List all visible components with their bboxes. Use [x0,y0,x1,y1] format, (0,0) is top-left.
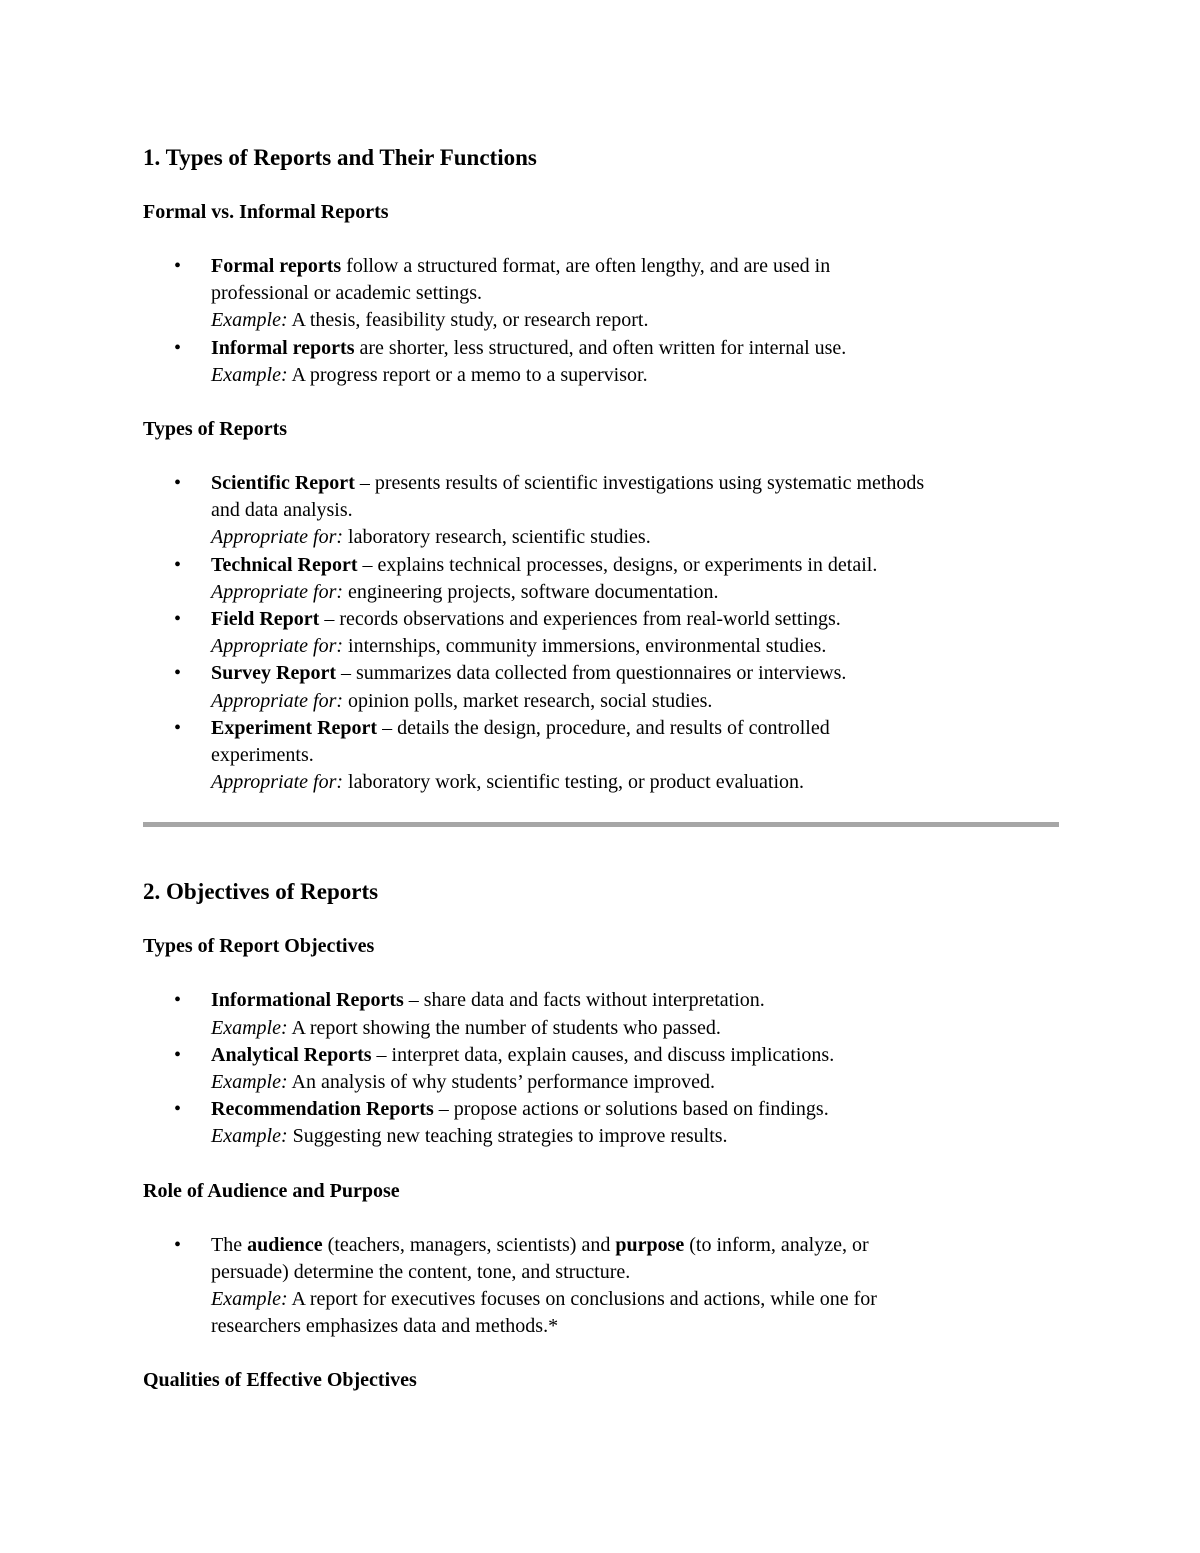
example-label: Example: [211,363,288,386]
list-item [143,715,1060,797]
term-audience: audience [247,1233,323,1256]
description-continued: persuade) determine the content, tone, and structure. [211,1260,631,1283]
report-objectives-list [143,987,1060,1150]
description-continued: and data analysis. [211,499,353,522]
list-item [143,335,1060,389]
bullet-icon: • [174,472,182,495]
bullet-icon: • [174,989,182,1012]
list-item [143,253,1060,335]
term: Analytical Reports [211,1043,372,1066]
term: Formal reports [211,255,342,277]
description: – interpret data, explain causes, and discuss implications. [371,1043,835,1066]
description: follow a structured format, are often lengthy, and are used in [341,255,831,277]
description-continued: professional or academic settings. [211,282,483,305]
section-1-title: 1. Types of Reports and Their Functions [143,145,537,170]
appropriate-label: Appropriate for: [211,635,344,658]
list-item [143,660,1060,714]
bullet-icon: • [174,336,182,359]
example-text: A progress report or a memo to a supervisor. [287,363,648,386]
description: – explains technical processes, designs, or experiments in detail. [357,553,878,576]
section-divider [143,822,1059,827]
example-label: Example: [211,1125,288,1148]
bullet-icon: • [174,553,182,576]
description: – propose actions or solutions based on findings. [433,1098,829,1121]
report-objectives-heading: Types of Report Objectives [143,935,375,958]
example-text-continued: researchers emphasizes data and methods.* [211,1315,559,1338]
bullet-icon: • [174,1233,182,1256]
example-text: A thesis, feasibility study, or research report. [287,309,649,332]
term: Scientific Report [211,472,355,495]
example-text: A report for executives focuses on conclusions and actions, while one for [287,1288,877,1311]
example-text: An analysis of why students’ performance improved. [287,1071,715,1094]
appropriate-text: internships, community immersions, environmental studies. [343,635,827,658]
term: Recommendation Reports [211,1098,434,1121]
bullet-icon: • [174,1098,182,1121]
types-of-reports-heading: Types of Reports [143,418,288,441]
text: The [211,1233,248,1256]
example-label: Example: [211,1071,288,1094]
list-item [143,606,1060,660]
description: – details the design, procedure, and results of controlled [377,716,830,739]
appropriate-text: laboratory work, scientific testing, or product evaluation. [343,771,805,794]
appropriate-text: engineering projects, software documentation. [343,580,719,603]
audience-purpose-list [143,1232,1060,1341]
example-label: Example: [211,1288,288,1311]
list-item [143,1096,1060,1150]
term: Informational Reports [211,989,404,1012]
bullet-icon: • [174,662,182,685]
list-item [143,987,1060,1041]
section-2-title: 2. Objectives of Reports [143,879,379,905]
list-item [143,1232,1060,1341]
appropriate-label: Appropriate for: [211,526,344,549]
term-purpose: purpose [615,1233,685,1256]
formal-informal-heading: Formal vs. Informal Reports [143,201,389,223]
term: Survey Report [211,662,336,685]
formal-informal-list [143,253,1060,389]
list-item [143,470,1060,552]
bullet-icon: • [174,255,182,277]
bullet-icon: • [174,716,182,739]
appropriate-text: laboratory research, scientific studies. [343,526,651,549]
description: – share data and facts without interpretation. [403,989,765,1012]
term: Experiment Report [211,716,378,739]
bullet-icon: • [174,1043,182,1066]
example-text: A report showing the number of students who passed. [287,1016,721,1039]
description-continued: experiments. [211,744,314,767]
text: (to inform, analyze, or [684,1233,869,1256]
description: – records observations and experiences from real-world settings. [319,608,841,631]
example-label: Example: [211,309,288,332]
list-item [143,552,1060,606]
term: Field Report [211,608,320,631]
types-of-reports-list [143,470,1060,796]
appropriate-text: opinion polls, market research, social studies. [343,689,713,712]
appropriate-label: Appropriate for: [211,689,344,712]
list-item [143,1042,1060,1096]
effective-objectives-heading: Qualities of Effective Objectives [143,1369,417,1392]
audience-purpose-heading: Role of Audience and Purpose [143,1179,400,1202]
description: – summarizes data collected from questionnaires or interviews. [335,662,847,685]
appropriate-label: Appropriate for: [211,580,344,603]
bullet-icon: • [174,608,182,631]
appropriate-label: Appropriate for: [211,771,344,794]
description: are shorter, less structured, and often written for internal use. [354,336,847,359]
term: Technical Report [211,553,358,576]
example-text: Suggesting new teaching strategies to improve results. [287,1125,728,1148]
term: Informal reports [211,336,355,359]
text: (teachers, managers, scientists) and [322,1233,616,1256]
example-label: Example: [211,1016,288,1039]
description: – presents results of scientific investigations using systematic methods [354,472,925,495]
